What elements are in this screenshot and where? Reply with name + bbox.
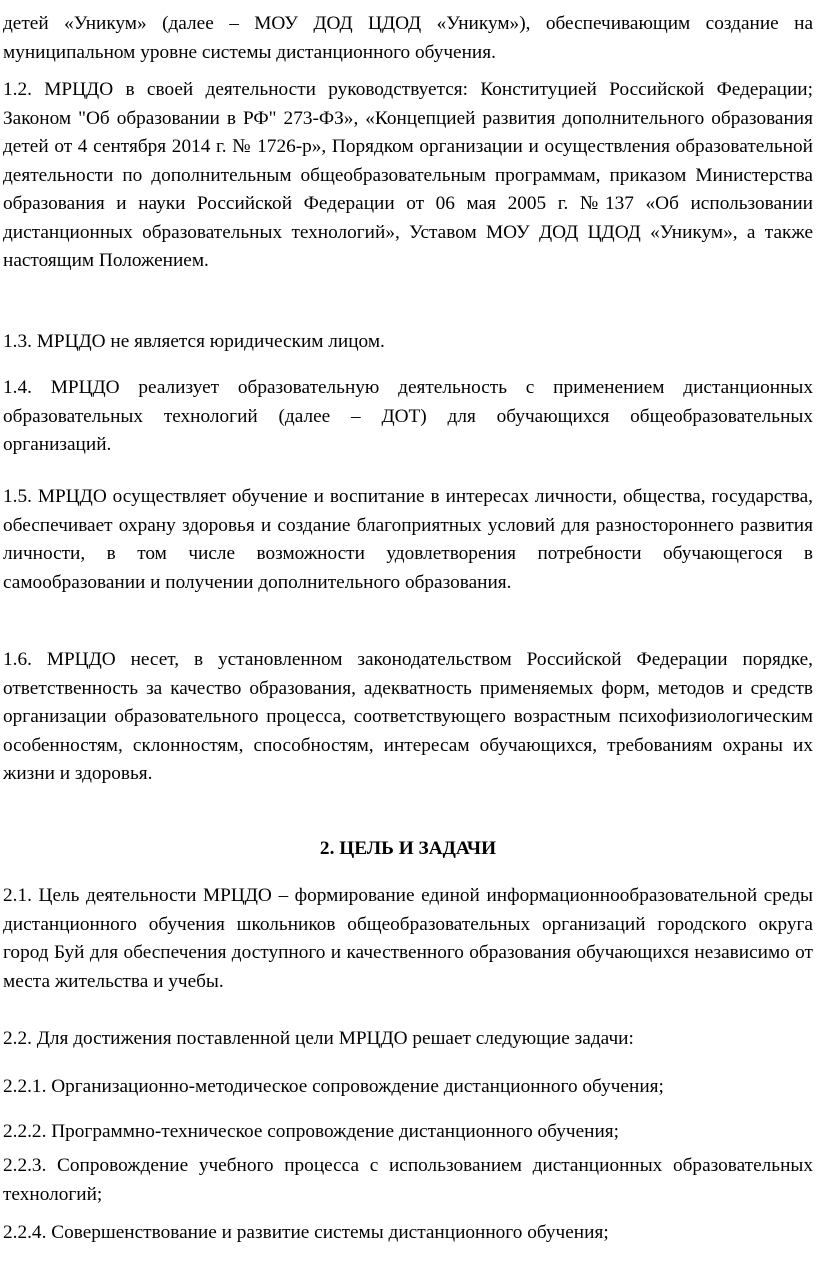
paragraph-1-5: 1.5. МРЦДО осуществляет обучение и воспитание в интересах личности, общества, государства, обеспечивает охрану здоровья и создание благоприятных условий для разностороннего развития личности, в том числе возможности удовлетворения потребности обучающегося в самообразовании и получении дополнительного образования. (3, 486, 813, 593)
paragraph-2-2: 2.2. Для достижения поставленной цели МРЦДО решает следующие задачи: (3, 1028, 634, 1049)
paragraph-2-2-2: 2.2.2. Программно-техническое сопровождение дистанционного обучения; (3, 1121, 620, 1142)
paragraph-1-6: 1.6. МРЦДО несет, в установленном законодательством Российской Федерации порядке, ответственность за качество образования, адекватность применяемых форм, методов и средств организации образовательного процесса, соответствующего возрастным психофизиологическим особенностям, склонностям, способностям, интересам обучающихся, требованиям охраны их жизни и здоровья. (3, 649, 813, 784)
paragraph-1-2: 1.2. МРЦДО в своей деятельности руководствуется: Конституцией Российской Федерации; Законом "Об образовании в РФ" 273-ФЗ», «Концепцией развития дополнительного образования детей от 4 сентября 2014 г. № 1726-р», Порядком организации и осуществления образовательной деятельности по дополнительным общеобразовательным программам, приказом Министерства образования и науки Российской Федерации от 06 мая 2005 г. №137 «Об использовании дистанционных образовательных технологий», Уставом МОУ ДОД ЦДОД «Уникум», а также настоящим Положением. (3, 79, 813, 271)
paragraph-2-2-3: 2.2.3. Сопровождение учебного процесса с использованием дистанционных образовательных технологий; (3, 1155, 813, 1205)
section-heading-2: 2. ЦЕЛЬ И ЗАДАЧИ (319, 838, 497, 859)
paragraph-2-1: 2.1. Цель деятельности МРЦДО – формирование единой информационнообразовательной среды дистанционного обучения школьников общеобразовательных организаций городского округа город Буй для обеспечения доступного и качественного образования обучающихся независимо от места жительства и учебы. (3, 885, 813, 992)
paragraph-2-2-4: 2.2.4. Совершенствование и развитие системы дистанционного обучения; (3, 1222, 609, 1243)
paragraph-1-3: 1.3. МРЦДО не является юридическим лицом. (3, 331, 385, 352)
paragraph-1-4: 1.4. МРЦДО реализует образовательную деятельность с применением дистанционных образовательных технологий (далее – ДОТ) для обучающихся общеобразовательных организаций. (3, 377, 813, 455)
paragraph-2-2-1: 2.2.1. Организационно-методическое сопровождение дистанционного обучения; (3, 1076, 664, 1097)
paragraph-intro: детей «Уникум» (далее – МОУ ДОД ЦДОД «Уникум»), обеспечивающим создание на муниципальном уровне системы дистанционного обучения. (3, 13, 813, 63)
